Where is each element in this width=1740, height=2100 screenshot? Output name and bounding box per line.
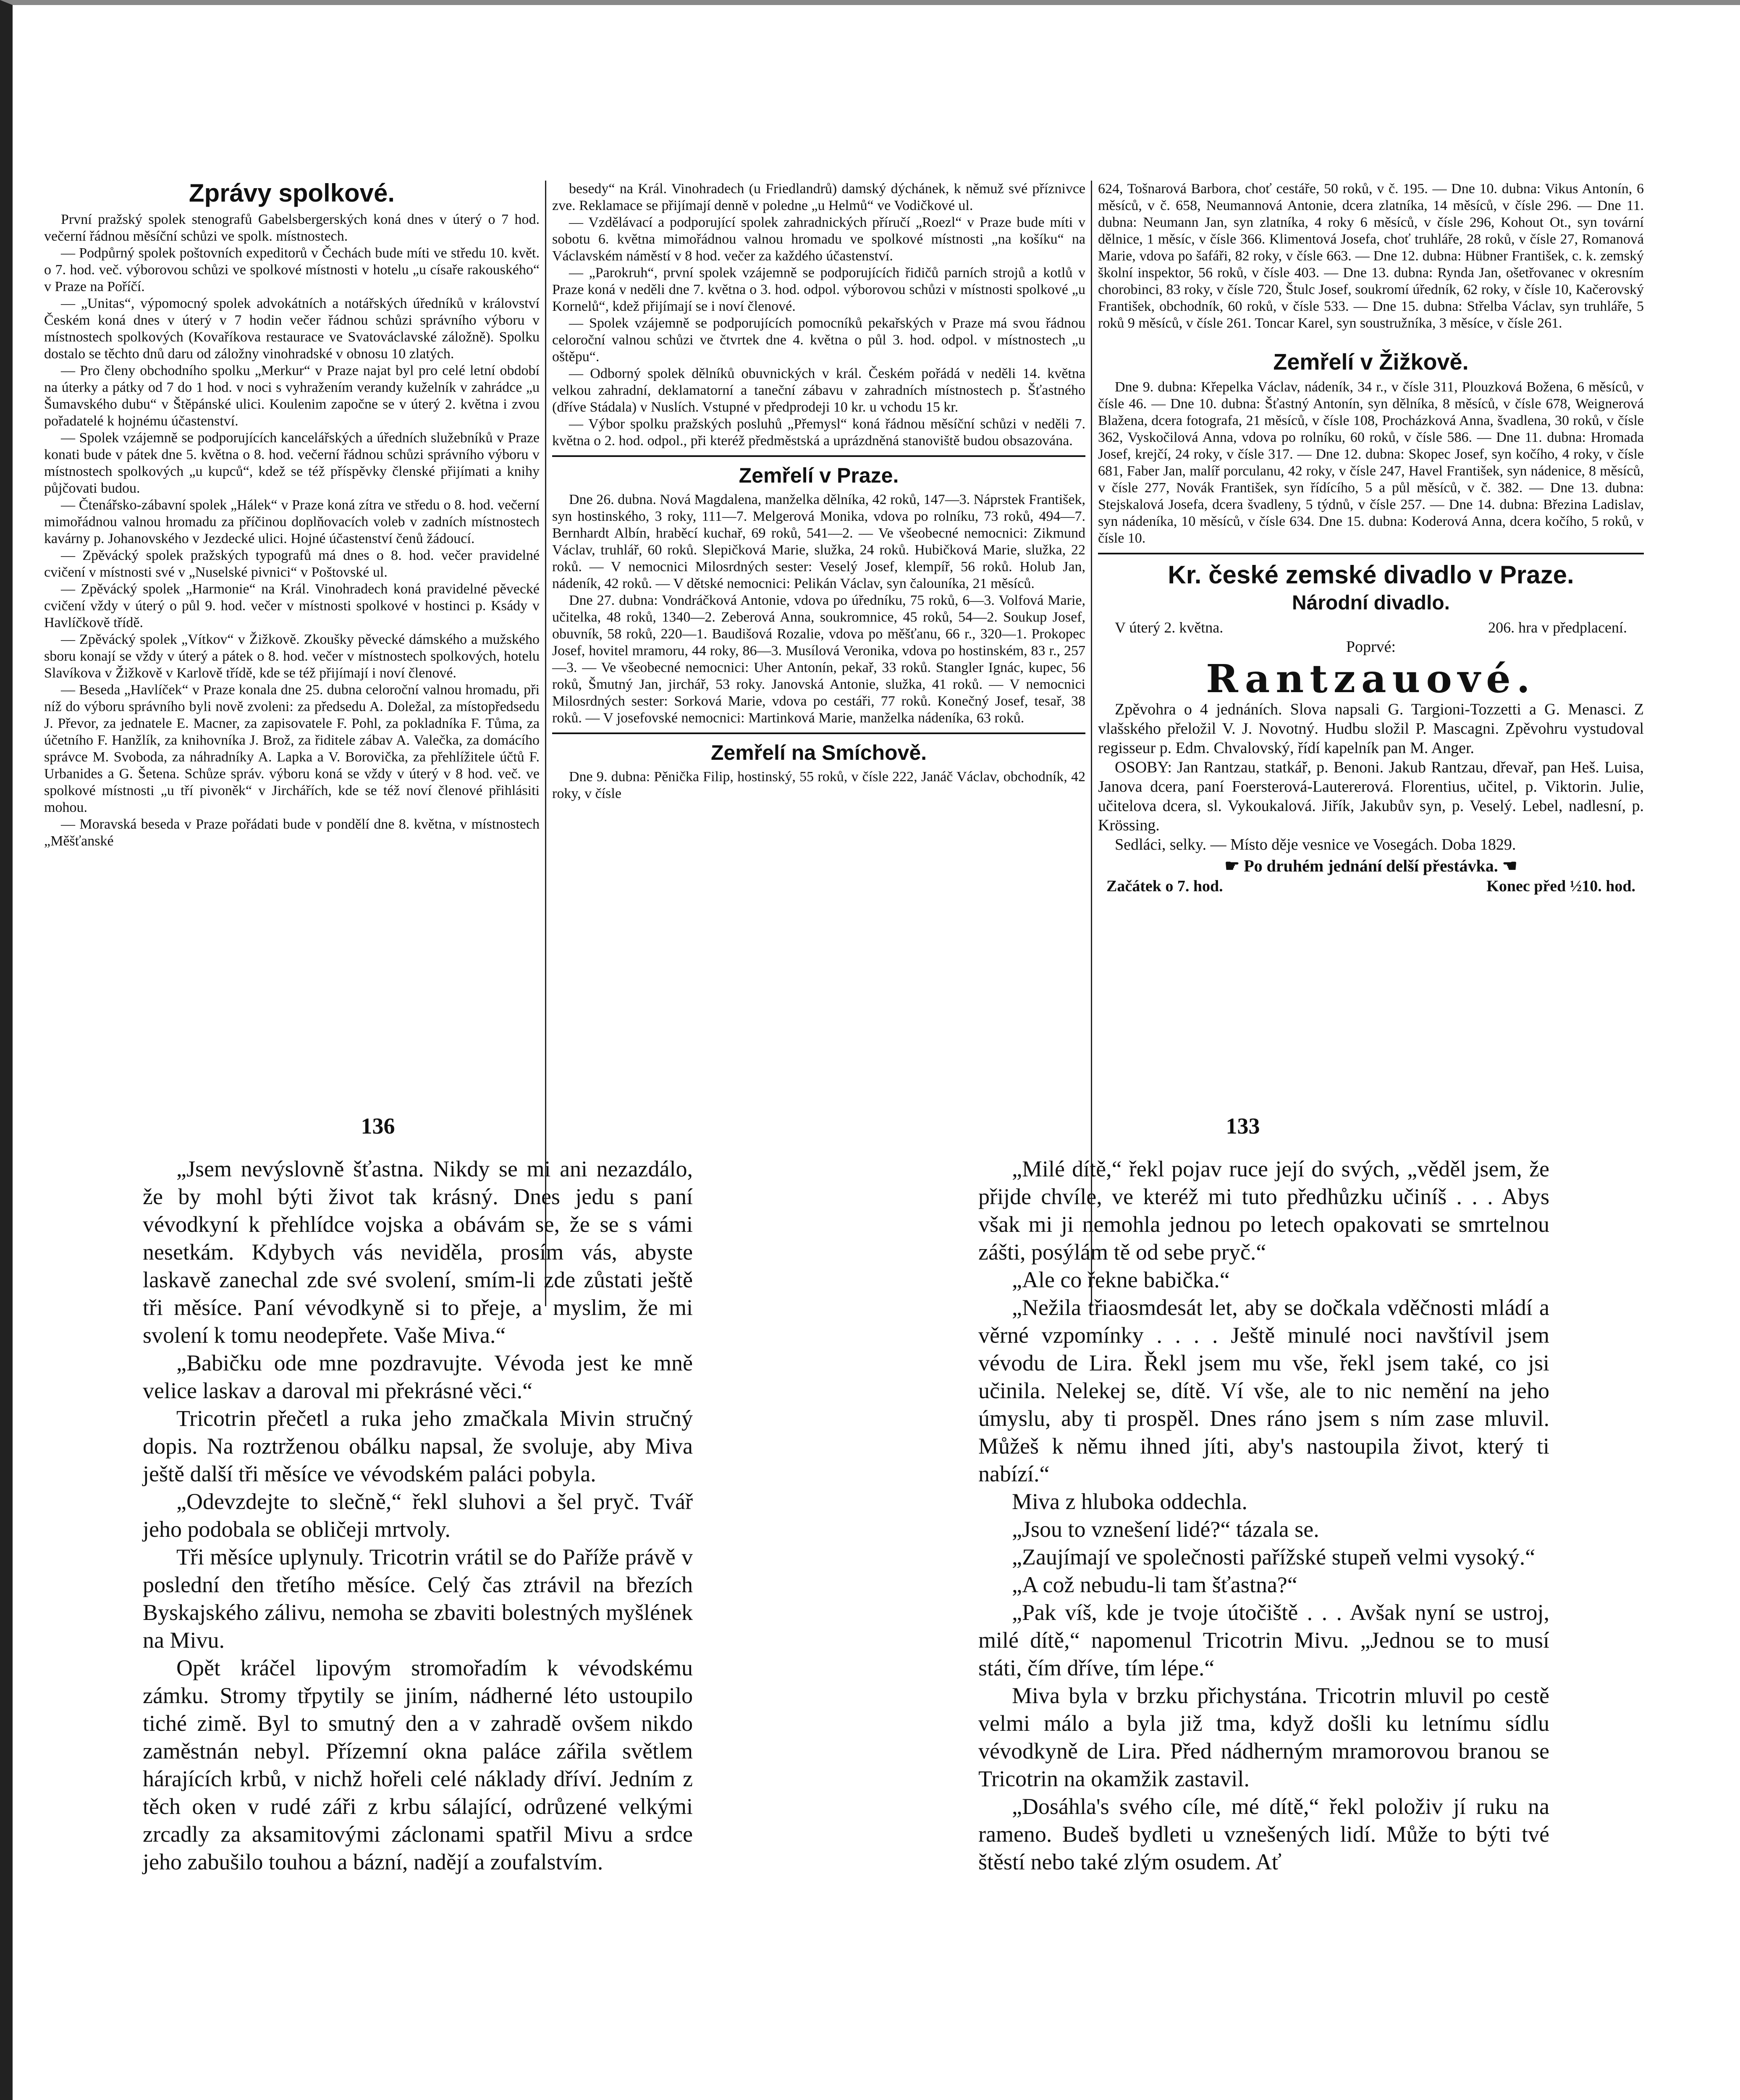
paragraph: „Milé dítě,“ řekl pojav ruce její do svých, „věděl jsem, že přijde chvíle, ve kteréž mi tuto předhůzku učiníš . . . Abys však mi ji nemohla jednou po letech opakovati se smrtelnou zášti, posýlám tě od sebe pryč.“	[978, 1156, 1549, 1265]
paragraph: — „Unitas“, výpomocný spolek advokátních a notářských úředníků v království Českém koná dnes v úterý v 7 hodin večer řádnou schůzi správního výboru v místnostech spolkových (Kovaříkova restaurace ve Svatováclavské záložně). Spolku dostalo se těchto dnů daru od záložny vinohradské v obnosu 10 zlatých.	[44, 296, 540, 362]
paragraph: „A což nebudu-li tam šťastna?“	[1012, 1572, 1297, 1597]
novel-page-right	[978, 1155, 1549, 1876]
start-end-row	[1098, 878, 1644, 895]
paragraph: „Babičku ode mne pozdravujte. Vévoda jest ke mně velice laskav a daroval mi překrásné věci.“	[143, 1350, 693, 1403]
paragraph: „Pak víš, kde je tvoje útočiště . . . Avšak nyní se ustroj, milé dítě,“ napomenul Tricotrin Mivu. „Jednou se to musí státi, čím dříve, tím lépe.“	[978, 1600, 1549, 1680]
column-2	[552, 181, 1085, 802]
heading-zemreli-na-smichove: Zemřelí na Smíchově.	[710, 741, 927, 764]
paragraph: 624, Tošnarová Barbora, choť cestáře, 50 roků, v č. 195. — Dne 10. dubna: Vikus Antonín, 6 měsíců, v č. 658, Neumannová Antonie, dcera zlatníka, 14 měsíců, v čísle 296. — Dne 11. dubna: Neumann Jan, syn zlatníka, 4 roky 6 měsíců, v čísle 296, Kohout Ot., syn tovární dělnice, 1 měsíc, v čísle 366. Klimentová Josefa, choť truhláře, 28 roků, v čísle 27, Romanová Marie, vdova po šafáři, 82 roky, v čísle 663. — Dne 12. dubna: Hübner František, c. k. zemský školní inspektor, 56 roků, v čísle 403. — Dne 13. dubna: Rynda Jan, ošetřovanec v okresním chorobinci, 83 roky, v čísle 720, Štulc Josef, soukromí úředník, 62 roky, v čísle 10, Kačerovský František, obchodník, 60 roků, v čísle 533. — Dne 15. dubna: Střelba Václav, syn truhláře, 5 roků 9 měsíců, v čísle 261. Toncar Karel, syn soustružníka, 3 měsíce, v čísle 261.	[1098, 181, 1644, 331]
paragraph: „Jsou to vznešení lidé?“ tázala se.	[1012, 1517, 1319, 1542]
performance-date-row	[1098, 619, 1644, 636]
paragraph: — Odborný spolek dělníků obuvnických v král. Českém pořádá v neděli 14. května velkou zahradní, deklamatorní a taneční zábavu v zahradních místnostech p. Šťastného (dříve Stádala) v Nuslích. Vstupné v předprodeji 10 kr. u vchodu 15 kr.	[552, 366, 1085, 415]
paragraph: — Zpěvácký spolek „Harmonie“ na Král. Vinohradech koná pravidelné pěvecké cvičení vždy v úterý o půl 9. hod. večer v místnosti spolkové v hostinci p. Ksády v Havlíčkově třídě.	[44, 581, 540, 630]
paragraph: — Moravská beseda v Praze pořádati bude v pondělí dne 8. května, v místnostech „Měšťanské	[44, 816, 540, 849]
paragraph: První pražský spolek stenografů Gabelsbergerských koná dnes v úterý o 7 hod. večerní řádnou měsíční schůzi ve spolk. místnostech.	[44, 212, 540, 244]
paragraph: „Ale co řekne babička.“	[1012, 1267, 1230, 1292]
paragraph: Dne 9. dubna: Křepelka Václav, nádeník, 34 r., v čísle 311, Plouzková Božena, 6 měsíců, v čísle 46. — Dne 10. dubna: Šťastný Antonín, syn dělníka, 8 měsíců, v čísle 678, Weignerová Blažena, dcera fotografa, 21 měsíců, v čísle 108, Procházková Anna, švadlena, 30 roků, v čísle 362, Vyskočilová Anna, vdova po rolníku, 60 roků, v čísle 586. — Dne 11. dubna: Hromada Josef, krejčí, 24 roky, v čísle 317. — Dne 12. dubna: Skopec Josef, syn kočího, 4 roky, v čísle 681, Faber Jan, malíř porculanu, 42 roky, v čísle 247, Havel František, syn nádenice, 8 měsíců, v čísle 277, Novák František, syn řídícího, 5 a půl měsíců, v č. 382. — Dne 13. dubna: Stejskalová Josefa, dcera švadleny, 5 týdnů, v čísle 257. — Dne 14. dubna: Březina Ladislav, syn nádeníka, 10 měsíců, v čísle 634. Dne 15. dubna: Koderová Anna, dcera kočího, 5 roků, v čísle 10.	[1098, 379, 1644, 546]
divider	[552, 455, 1085, 457]
paragraph: — Podpůrný spolek poštovních expeditorů v Čechách bude míti ve středu 10. květ. o 7. hod. več. výborovou schůzi ve spolkové místnosti v hotelu „u císaře rakouského“ v Praze na Poříčí.	[44, 245, 540, 294]
paragraph: „Jsem nevýslovně šťastna. Nikdy se mi ani nezazdálo, že by mohl býti život tak krásný. Dnes jedu s paní vévodkyní k přehlídce vojska a obávám se, že se s vámi nesetkám. Kdybych vás neviděla, prosím vás, abyste laskavě zanechal zde své svolení, smím-li zde zůstati ještě tři měsíce. Paní vévodkyně si to přeje, a myslim, že mi svolení k tomu neodepřete. Vaše Miva.“	[143, 1156, 693, 1348]
paragraph: Dne 27. dubna: Vondráčková Antonie, vdova po úředníku, 75 roků, 6—3. Volfová Marie, učitelka, 48 roků, 1340—2. Zeberová Anna, soukromnice, 45 roků, 54—2. Soukup Josef, obuvník, 58 roků, 220—1. Baudišová Rozalie, vdova po měšťanu, 66 r., 320—1. Prokopec Josef, hovitel mramoru, 44 roky, 86—3. Musílová Veronika, vdova po hostinském, 83 r., 257—3. — Ve všeobecné nemocnici: Uher Antonín, pekař, 33 roků. Stangler Ignác, kupec, 56 roků, Šmutný Jan, jirchář, 53 roky. Janovská Antonie, služka, 41 roků. — V nemocnici Milosrdných sester: Sorková Marie, vdova po cestáři, 77 roků. Konečný Josef, tesař, 38 roků. — V josefovské nemocnici: Martinková Marie, manželka nádeníka, 63 roků.	[552, 593, 1085, 726]
paragraph: „Dosáhla's svého cíle, mé dítě,“ řekl položiv jí ruku na rameno. Budeš bydleti u vznešených lidí. Může to býti tvé štěstí nebo také zlým osudem. Ať	[978, 1794, 1549, 1874]
intermission-note: ☛ Po druhém jednání delší přestávka. ☚	[1224, 856, 1517, 875]
divider	[1098, 553, 1644, 554]
cast-list: OSOBY: Jan Rantzau, statkář, p. Benoni. Jakub Rantzau, dřevař, pan Heš. Luisa, Janova dcera, paní Foersterová-Lautererová. Florentius, učitel, p. Viktorin. Julie, učitelova dcera, sl. Vykoukalová. Jiřík, Jakubův syn, p. Veselý. Lebel, nadlesní, p. Krössing.	[1098, 759, 1644, 834]
page-number-right: 133	[1226, 1113, 1260, 1139]
page-number-left: 136	[361, 1113, 395, 1139]
end-time: Konec před ½10. hod.	[1486, 877, 1635, 895]
pointing-hand-icon: ☛	[1224, 856, 1244, 875]
performance-date: V úterý 2. května.	[1115, 619, 1224, 636]
play-title: Rantzauové.	[1206, 656, 1536, 701]
performance-number: 206. hra v předplacení.	[1488, 619, 1627, 636]
paragraph: „Odevzdejte to slečně,“ řekl sluhovi a šel pryč. Tvář jeho podobala se obličeji mrtvoly.	[143, 1489, 693, 1542]
column-rule-2	[1091, 181, 1092, 1306]
column-1	[44, 174, 540, 850]
paragraph: Tři měsíce uplynuly. Tricotrin vrátil se do Paříže právě v poslední den třetího měsíce. Celý čas ztrávil na březích Byskajského zálivu, nemoha se zbaviti bolestných myšlének na Mivu.	[143, 1544, 693, 1653]
heading-zemreli-v-praze: Zemřelí v Praze.	[739, 464, 899, 487]
theatre-subtitle: Národní divadlo.	[1292, 592, 1450, 614]
paragraph: — Výbor spolku pražských posluhů „Přemysl“ koná řádnou měsíční schůzi v neděli 7. května o 2. hod. odpol., při kteréž předměstská a uprázdněná stanoviště budou obsazována.	[552, 416, 1085, 449]
novel-page-left	[143, 1155, 693, 1876]
paragraph: Opět kráčel lipovým stromořadím k vévodskému zámku. Stromy třpytily se jiním, nádherné léto ustoupilo tiché zimě. Byl to smutný den a v zahradě ovšem nikdo zaměstnán nebyl. Přízemní okna paláce zářila světlem hárajících krbů, v nichž hořeli celé náklady dříví. Jedním z těch oken v rudé záři z krbu sálající, odrůzené velkými zrcadly za aksamitovými záclonami spatřil Mivu a srdce jeho zabušilo touhou a bázní, nadějí a zoufalstvím.	[143, 1655, 693, 1874]
heading-zpravy-spolkove: Zprávy spolkové.	[189, 179, 395, 207]
start-time: Začátek o 7. hod.	[1106, 877, 1223, 895]
paragraph: besedy“ na Král. Vinohradech (u Friedlandrů) damský dýchánek, k němuž své příznivce zve. Reklamace se přijímají denně v poledne „u Helmů“ ve Vodičkové ul.	[552, 181, 1085, 213]
paragraph: — Beseda „Havlíček“ v Praze konala dne 25. dubna celoroční valnou hromadu, při níž do výboru správního byli nově zvoleni: za předsedu A. Doležal, za místopředsedu J. Převor, za jednatele E. Macner, za zapisovatele F. Pohl, za pokladníka F. Tůma, za účetního F. Hanžlík, za knihovníka J. Brož, za řiditele zábav A. Valečka, za domácího správce M. Svoboda, za náhradníky A. Lapka a V. Borovička, za přehlížitele účtů F. Urbanides a G. Šetena. Schůze správ. výboru koná se vždy v úterý v 8 hod. več. ve spolkové místnosti „u tří pivoněk“ v Jirchářích, kde se též noví členové přihlásiti mohou.	[44, 682, 540, 815]
paragraph: Dne 26. dubna. Nová Magdalena, manželka dělníka, 42 roků, 147—3. Náprstek František, syn hostinského, 3 roky, 111—7. Melgerová Monika, vdova po rolníku, 73 roků, 494—7. Bernhardt Albín, hraběcí kuchař, 69 roků, 541—2. — Ve všeobecné nemocnici: Zikmund Václav, truhlář, 60 roků. Slepičková Marie, služka, 24 roků. Hubičková Marie, služka, 22 roků. — V nemocnici Milosrdných sester: Veselý Josef, klempíř, 56 roků. Holub Jan, nádeník, 42 roků. — V dětské nemocnici: Pelikán Václav, syn čalouníka, 21 měsíců.	[552, 492, 1085, 591]
heading-zemreli-v-zizkove: Zemřelí v Žižkově.	[1273, 349, 1469, 375]
pointing-hand-icon: ☚	[1498, 856, 1517, 875]
paragraph: — Čtenářsko-zábavní spolek „Hálek“ v Praze koná zítra ve středu o 8. hod. večerní mimořádnou valnou hromadu za příčinou doplňovacích voleb v zadních místnostech kavárny p. Johanovského v Jezdecké ulici. Hojné účastenství čenů žádoucí.	[44, 497, 540, 546]
paragraph: — Zpěvácký spolek „Vítkov“ v Žižkově. Zkoušky pěvecké dámského a mužského sboru konají se vždy v úterý a pátek o 8. hod. večer v místnostech spolkových, hotelu Slavíkova v Žižkově v Karlově třídě, kde se též přijímají i noví členové.	[44, 632, 540, 681]
paragraph: Tricotrin přečetl a ruka jeho zmačkala Mivin stručný dopis. Na roztrženou obálku napsal, že svoluje, aby Miva ještě další tři měsíce ve vévodském paláci pobyla.	[143, 1406, 693, 1486]
divider	[552, 732, 1085, 734]
cast-extras: Sedláci, selky. — Místo děje vesnice ve Vosegách. Doba 1829.	[1115, 836, 1516, 853]
paragraph: Miva byla v brzku přichystána. Tricotrin mluvil po cestě velmi málo a byla již tma, když došli ku letnímu sídlu vévodkyně de Lira. Před nádherným mramorovou branou se Tricotrin na okamžik zastavil.	[978, 1683, 1549, 1791]
paragraph: Miva z hluboka oddechla.	[1012, 1489, 1247, 1514]
paragraph: „Nežila třiaosmdesát let, aby se dočkala vděčnosti mládí a věrné vzpomínky . . . . Ještě minulé noci navštívil jsem vévodu de Lira. Řekl jsem mu vše, řekl jsem také, co jsi učinila. Nelekej se, dítě. Ví vše, ale to nic nemění na jeho úmyslu, aby ti prospěl. Dnes ráno jsem s ním zase mluvil. Můžeš k němu ihned jíti, aby's nastoupila život, který ti nabízí.“	[978, 1295, 1549, 1486]
paragraph: — „Parokruh“, první spolek vzájemně se podporujících řidičů parních strojů a kotlů v Praze koná v neděli dne 7. května o 3. hod. odpol. výborovou schůzi v místnosti spolkové „u Kornelů“, kdež přijímají se i noví členové.	[552, 265, 1085, 314]
paragraph: — Vzdělávací a podporující spolek zahradnických příručí „Roezl“ v Praze bude míti v sobotu 6. května mimořádnou valnou hromadu ve spolkové místnosti „na košíku“ na Václavském náměstí v 8 hod. večer za každého účastenství.	[552, 215, 1085, 264]
premiere-label: Poprvé:	[1346, 638, 1396, 656]
theatre-title: Kr. české zemské divadlo v Praze.	[1168, 561, 1574, 589]
paragraph: — Pro členy obchodního spolku „Merkur“ v Praze najat byl pro celé letní období na úterky a pátky od 7 do 1 hod. v noci s vyhražením verandy kuželník v zahrádce „u Šumavského dubu“ v Štěpánské ulici. Koulenim započne se v úterý 2. května i zvou pořadatelé k hojnému účastenství.	[44, 363, 540, 429]
column-3	[1098, 181, 1644, 895]
paragraph: — Spolek vzájemně se podporujících kancelářských a úředních služebníků v Praze konati bude v pátek dne 5. května o 8. hod. večerní řádnou schůzi správního výboru v místnostech spolkových „u kupců“, kdež se též příspěvky členské přijímati a knihy půjčovati budou.	[44, 430, 540, 496]
play-description: Zpěvohra o 4 jednáních. Slova napsali G. Targioni-Tozzetti a G. Menasci. Z vlašského přeložil V. J. Novotný. Hudbu složil P. Mascagni. Zpěvohru vystudoval regisseur p. Edm. Chvalovský, řídí kapelník pan M. Anger.	[1098, 701, 1644, 757]
paragraph: — Spolek vzájemně se podporujících pomocníků pekařských v Praze má svou řádnou celoroční valnou schůzi ve čtvrtek dne 4. května o půl 3. hod. odpol. v místnostech „u oštěpu“.	[552, 315, 1085, 365]
column-rule-1	[545, 181, 546, 1306]
paragraph: „Zaujímají ve společnosti pařížské stupeň velmi vysoký.“	[1012, 1544, 1536, 1570]
paragraph: — Zpěvácký spolek pražských typografů má dnes o 8. hod. večer pravidelné cvičení v místnosti své v „Nuselské pivnici“ v Poštovské ul.	[44, 548, 540, 580]
paragraph: Dne 9. dubna: Pěnička Filip, hostinský, 55 roků, v čísle 222, Janáč Václav, obchodník, 42 roky, v čísle	[552, 769, 1085, 801]
